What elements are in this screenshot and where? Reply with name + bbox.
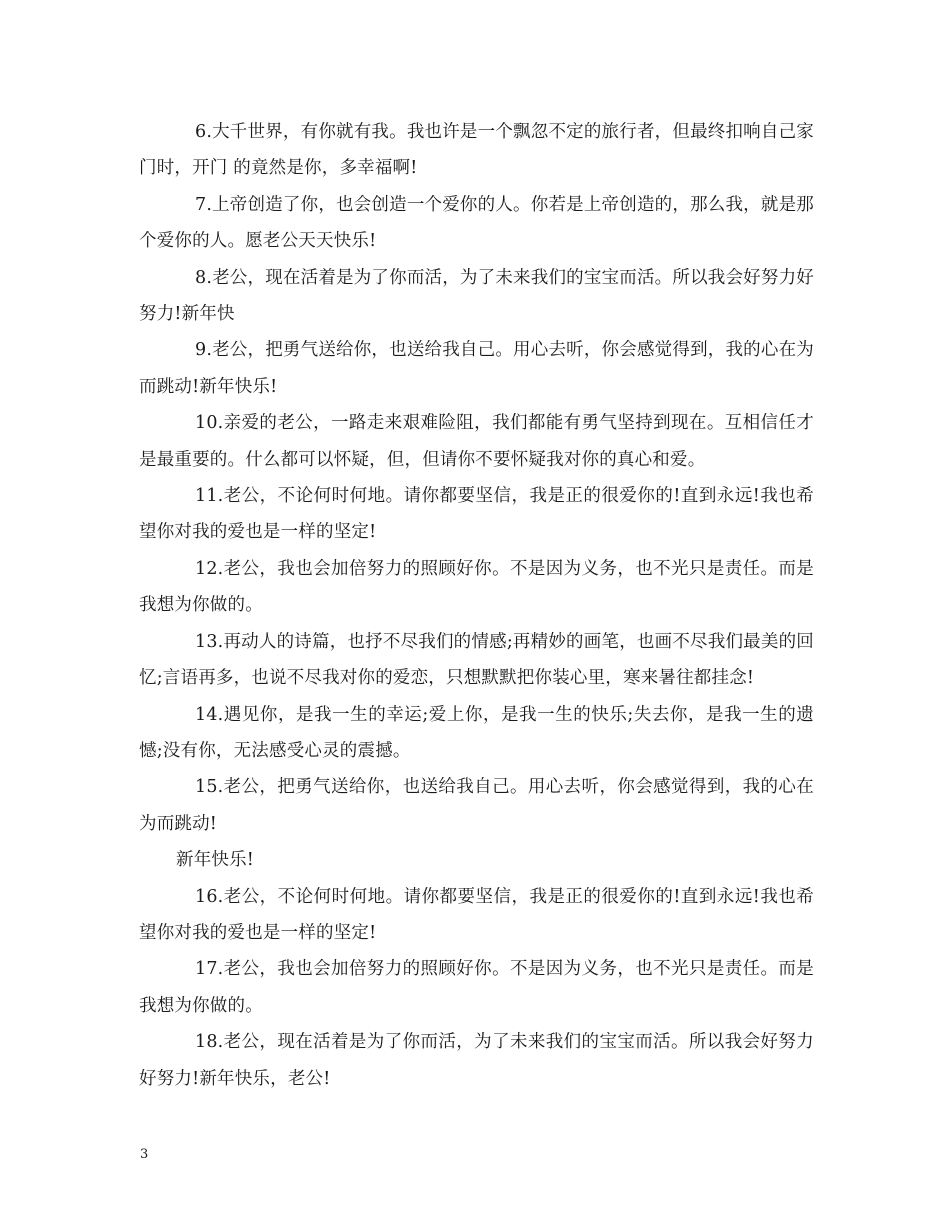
- paragraph: 8.老公，现在活着是为了你而活，为了未来我们的宝宝而活。所以我会好努力好努力!新年快: [139, 267, 814, 325]
- document-body: [139, 114, 814, 1097]
- paragraph: 16.老公，不论何时何地。请你都要坚信，我是正的很爱你的!直到永远!我也希望你对我的爱也是一样的坚定!: [139, 886, 814, 943]
- paragraph: 9.老公，把勇气送给你，也送给我自己。用心去听，你会感觉得到，我的心在为而跳动!新年快乐!: [139, 340, 814, 397]
- paragraph: 10.亲爱的老公，一路走来艰难险阻，我们都能有勇气坚持到现在。互相信任才是最重要的。什么都可以怀疑，但，但请你不要怀疑我对你的真心和爱。: [139, 413, 814, 470]
- paragraph: 6.大千世界，有你就有我。我也许是一个飘忽不定的旅行者，但最终扣响自己家门时，开门 的竟然是你，多幸福啊!: [139, 122, 814, 179]
- paragraph: 新年快乐!: [176, 850, 255, 871]
- paragraph: 18.老公，现在活着是为了你而活，为了未来我们的宝宝而活。所以我会好努力好努力!新年快乐，老公!: [139, 1032, 814, 1089]
- paragraph: 13.再动人的诗篇，也抒不尽我们的情感;再精妙的画笔，也画不尽我们最美的回忆;言语再多，也说不尽我对你的爱恋，只想默默把你装心里，寒来暑往都挂念!: [139, 631, 814, 689]
- paragraph: 15.老公，把勇气送给你，也送给我自己。用心去听，你会感觉得到，我的心在为而跳动!: [139, 777, 814, 834]
- paragraph: 11.老公，不论何时何地。请你都要坚信，我是正的很爱你的!直到永远!我也希望你对我的爱也是一样的坚定!: [139, 486, 814, 543]
- page-number: 3: [140, 1147, 149, 1162]
- paragraph: 7.上帝创造了你，也会创造一个爱你的人。你若是上帝创造的，那么我，就是那个爱你的人。愿老公天天快乐!: [139, 194, 814, 252]
- paragraph: 12.老公，我也会加倍努力的照顾好你。不是因为义务，也不光只是责任。而是我想为你做的。: [139, 558, 814, 616]
- paragraph: 17.老公，我也会加倍努力的照顾好你。不是因为义务，也不光只是责任。而是我想为你做的。: [139, 959, 814, 1016]
- paragraph: 14.遇见你，是我一生的幸运;爱上你，是我一生的快乐;失去你，是我一生的遗憾;没有你，无法感受心灵的震撼。: [139, 704, 814, 761]
